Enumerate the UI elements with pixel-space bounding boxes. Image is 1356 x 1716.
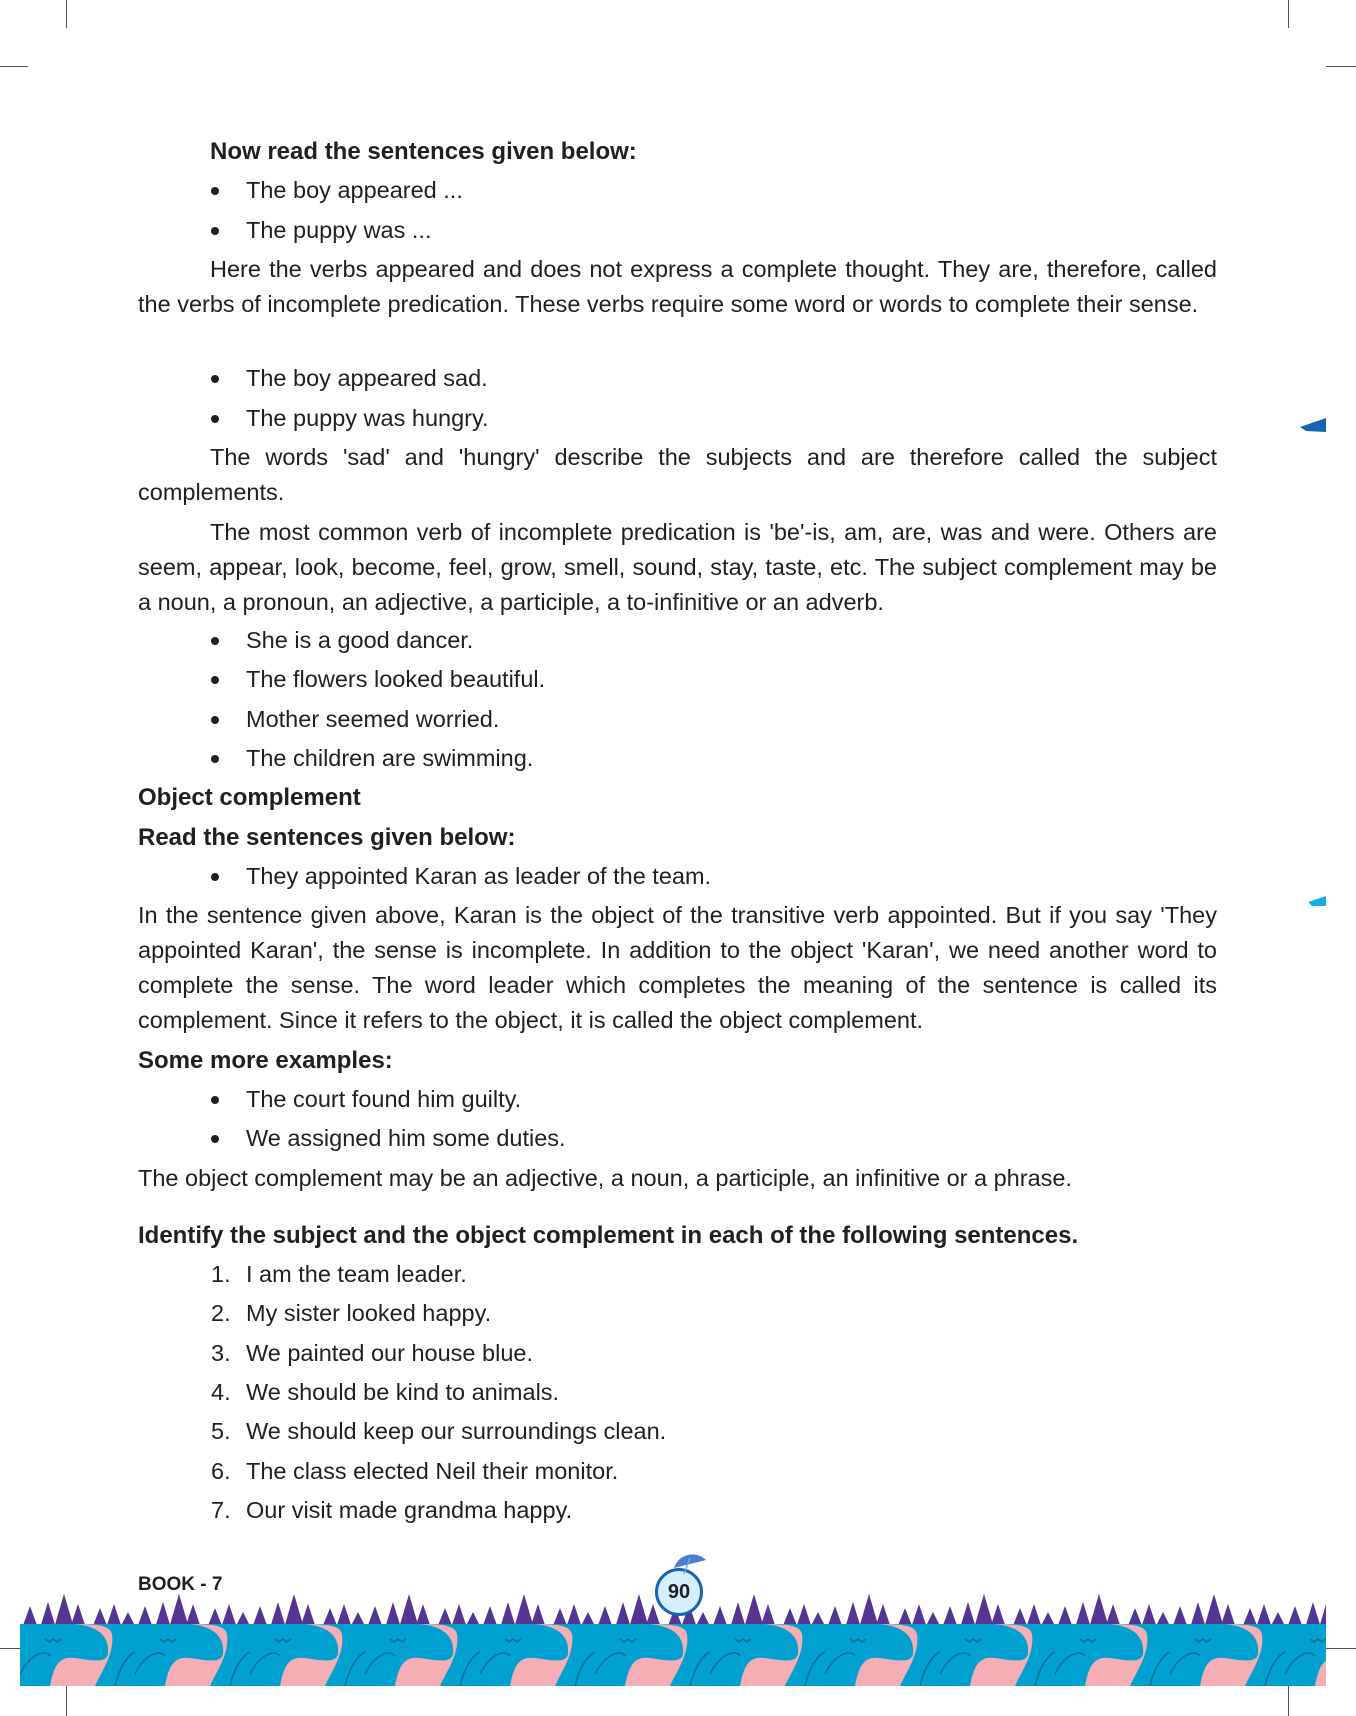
textbook-page: Now read the sentences given below: The boy appeared ... The puppy was ... Here the verbs appeared and does not express a complete thought. They are, therefore, called the verbs of incomplete predication. These verbs require some word or words to complete their sense. The boy appeared sad. The puppy was hungry. The words 'sad' and 'hungry' describe the subjects and are therefore called the subject complements. The most common verb of incomplete predication is 'be'-is, am, are, was and were. Others are seem, appear, look, become, feel, grow, smell, sound, stay, taste, etc. The subject complement may be a noun, a pronoun, an adjective, a participle, a to-infinitive or an adverb. She is a good dancer. The flowers looked beautiful. Mother seemed worried. The children are swimming. Object complement Read the sentences given below: They appointed Karan as leader of the team. In the sentence given above, Karan is the object of the transitive verb appointed. But if you say 'They appointed Karan', the sense is incomplete. In addition to the object 'Karan', we need another word to complete the sense. The word leader which completes the meaning of the sentence is called its complement. Since it refers to the object, it is called the object complement. Some more examples: The court found him guilty. We assigned him some duties. The object complement may be an adjective, a noun, a participle, an infinitive or a phrase. Identify the subject and the object complement in each of the following sentences. 1. I am the team leader. 2. My sister looked happy. 3. We painted our house blue. 4. We should be kind to animals. 5. We should keep our surroundings clean. 6. The class elected Neil their monitor. 7. Our visit made grandma happy. BOOK - 7 90 (0, 0, 1356, 1716)
blue-arrow-mark-icon (1300, 417, 1327, 433)
book-label: BOOK - 7 (138, 1574, 223, 1595)
bullet-icon (211, 187, 219, 195)
section-heading: Object complement (138, 784, 361, 811)
bullet-icon (211, 755, 219, 763)
section-heading: Some more examples: (138, 1047, 393, 1074)
crop-mark (1326, 66, 1356, 67)
bullet-icon (211, 873, 219, 881)
paragraph: The words 'sad' and 'hungry' describe the subjects and are therefore called the subject complements. (138, 444, 1217, 505)
umbrella-icon (670, 1548, 710, 1576)
bullet-icon (211, 1135, 219, 1143)
page-number-badge: 90 (655, 1568, 703, 1616)
crop-mark (0, 66, 28, 67)
paragraph: The most common verb of incomplete predication is 'be'-is, am, are, was and were. Others are seem, appear, look, become, feel, grow, smell, sound, stay, taste, etc. The subject complement may be a noun, a pronoun, an adjective, a participle, a to-infinitive or an adverb. (138, 519, 1217, 615)
bullet-icon (211, 716, 219, 724)
paragraph: In the sentence given above, Karan is the object of the transitive verb appointed. But if you say 'They appointed Karan', the sense is incomplete. In addition to the object 'Karan', we need another word to complete the sense. The word leader which completes the meaning of the sentence is called its complement. Since it refers to the object, it is called the object complement. (138, 902, 1217, 1033)
blue-arrow-mark-icon (1308, 895, 1327, 907)
paragraph: Here the verbs appeared and does not express a complete thought. They are, therefore, called the verbs of incomplete predication. These verbs require some word or words to complete their sense. (138, 256, 1217, 317)
crop-mark (66, 1686, 67, 1716)
crop-mark (0, 1648, 20, 1649)
bullet-icon (211, 375, 219, 383)
bullet-icon (211, 227, 219, 235)
paragraph: The object complement may be an adjective, a noun, a participle, an infinitive or a phrase. (138, 1165, 1072, 1191)
bullet-icon (211, 415, 219, 423)
crop-mark (1288, 1686, 1289, 1716)
exercise-heading: Identify the subject and the object complement in each of the following sentences. (138, 1222, 1079, 1249)
bullet-icon (211, 676, 219, 684)
bullet-icon (211, 1096, 219, 1104)
section-heading: Now read the sentences given below: (210, 138, 637, 165)
crop-mark (66, 0, 67, 28)
crop-mark (1288, 0, 1289, 28)
section-heading: Read the sentences given below: (138, 824, 516, 851)
bullet-icon (211, 637, 219, 645)
crop-mark (1326, 1648, 1356, 1649)
